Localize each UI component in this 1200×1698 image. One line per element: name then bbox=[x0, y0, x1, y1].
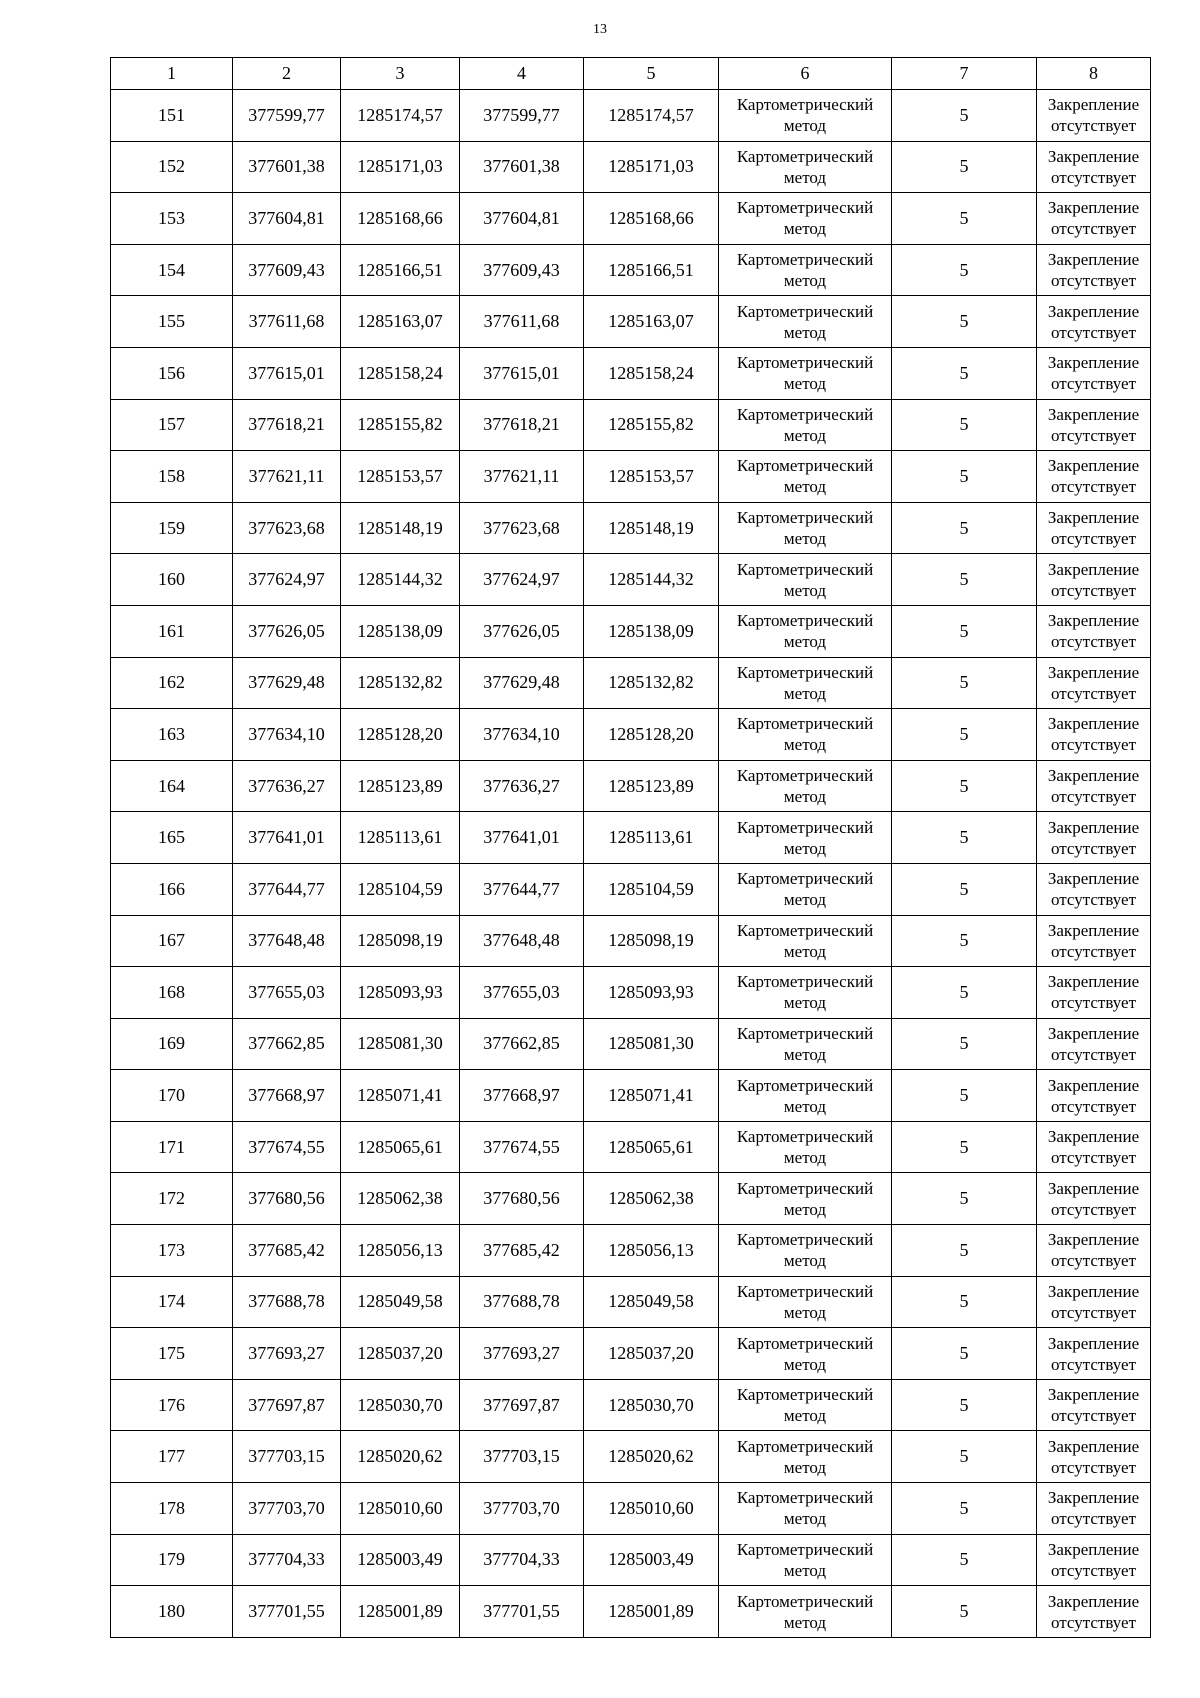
cell-y-coordinate-2: 1285171,03 bbox=[584, 141, 719, 193]
table-row bbox=[111, 399, 1151, 451]
cell-fixation: Закрепление отсутствует bbox=[1037, 863, 1151, 915]
cell-method: Картометрический метод bbox=[719, 193, 892, 245]
cell-fixation: Закрепление отсутствует bbox=[1037, 347, 1151, 399]
table-row bbox=[111, 90, 1151, 142]
cell-point-number: 179 bbox=[111, 1534, 233, 1586]
cell-y-coordinate-2: 1285155,82 bbox=[584, 399, 719, 451]
table-row bbox=[111, 451, 1151, 503]
col-header-2: 2 bbox=[233, 58, 341, 90]
cell-fixation: Закрепление отсутствует bbox=[1037, 451, 1151, 503]
cell-method: Картометрический метод bbox=[719, 812, 892, 864]
cell-y-coordinate-2: 1285123,89 bbox=[584, 760, 719, 812]
cell-y-coordinate: 1285030,70 bbox=[341, 1379, 460, 1431]
cell-accuracy: 5 bbox=[892, 1483, 1037, 1535]
table-row bbox=[111, 1121, 1151, 1173]
cell-accuracy: 5 bbox=[892, 657, 1037, 709]
cell-y-coordinate: 1285153,57 bbox=[341, 451, 460, 503]
cell-x-coordinate-2: 377648,48 bbox=[460, 915, 584, 967]
cell-y-coordinate-2: 1285104,59 bbox=[584, 863, 719, 915]
cell-x-coordinate-2: 377680,56 bbox=[460, 1173, 584, 1225]
cell-accuracy: 5 bbox=[892, 502, 1037, 554]
cell-y-coordinate: 1285148,19 bbox=[341, 502, 460, 554]
cell-y-coordinate: 1285163,07 bbox=[341, 296, 460, 348]
cell-x-coordinate-2: 377623,68 bbox=[460, 502, 584, 554]
cell-y-coordinate-2: 1285144,32 bbox=[584, 554, 719, 606]
cell-y-coordinate-2: 1285148,19 bbox=[584, 502, 719, 554]
cell-point-number: 152 bbox=[111, 141, 233, 193]
cell-accuracy: 5 bbox=[892, 605, 1037, 657]
cell-x-coordinate: 377615,01 bbox=[233, 347, 341, 399]
table-row bbox=[111, 812, 1151, 864]
cell-method: Картометрический метод bbox=[719, 296, 892, 348]
cell-y-coordinate: 1285081,30 bbox=[341, 1018, 460, 1070]
cell-x-coordinate-2: 377668,97 bbox=[460, 1070, 584, 1122]
cell-y-coordinate: 1285128,20 bbox=[341, 709, 460, 761]
cell-accuracy: 5 bbox=[892, 90, 1037, 142]
cell-x-coordinate: 377655,03 bbox=[233, 967, 341, 1019]
col-header-3: 3 bbox=[341, 58, 460, 90]
cell-fixation: Закрепление отсутствует bbox=[1037, 1483, 1151, 1535]
cell-accuracy: 5 bbox=[892, 451, 1037, 503]
cell-point-number: 167 bbox=[111, 915, 233, 967]
cell-method: Картометрический метод bbox=[719, 399, 892, 451]
cell-x-coordinate: 377703,15 bbox=[233, 1431, 341, 1483]
cell-method: Картометрический метод bbox=[719, 1328, 892, 1380]
cell-method: Картометрический метод bbox=[719, 347, 892, 399]
cell-accuracy: 5 bbox=[892, 1328, 1037, 1380]
cell-y-coordinate: 1285020,62 bbox=[341, 1431, 460, 1483]
cell-y-coordinate-2: 1285132,82 bbox=[584, 657, 719, 709]
page-number: 13 bbox=[593, 22, 607, 37]
cell-method: Картометрический метод bbox=[719, 554, 892, 606]
cell-method: Картометрический метод bbox=[719, 605, 892, 657]
cell-point-number: 171 bbox=[111, 1121, 233, 1173]
cell-y-coordinate: 1285158,24 bbox=[341, 347, 460, 399]
cell-method: Картометрический метод bbox=[719, 502, 892, 554]
cell-method: Картометрический метод bbox=[719, 1018, 892, 1070]
cell-fixation: Закрепление отсутствует bbox=[1037, 1276, 1151, 1328]
cell-y-coordinate-2: 1285163,07 bbox=[584, 296, 719, 348]
cell-x-coordinate-2: 377685,42 bbox=[460, 1225, 584, 1277]
cell-point-number: 170 bbox=[111, 1070, 233, 1122]
cell-point-number: 165 bbox=[111, 812, 233, 864]
table-row bbox=[111, 1534, 1151, 1586]
table-row bbox=[111, 1276, 1151, 1328]
cell-method: Картометрический метод bbox=[719, 1225, 892, 1277]
cell-x-coordinate: 377636,27 bbox=[233, 760, 341, 812]
cell-point-number: 175 bbox=[111, 1328, 233, 1380]
cell-method: Картометрический метод bbox=[719, 244, 892, 296]
cell-accuracy: 5 bbox=[892, 554, 1037, 606]
cell-x-coordinate: 377697,87 bbox=[233, 1379, 341, 1431]
cell-fixation: Закрепление отсутствует bbox=[1037, 90, 1151, 142]
cell-fixation: Закрепление отсутствует bbox=[1037, 554, 1151, 606]
cell-accuracy: 5 bbox=[892, 399, 1037, 451]
cell-accuracy: 5 bbox=[892, 1586, 1037, 1638]
cell-x-coordinate: 377623,68 bbox=[233, 502, 341, 554]
table-row bbox=[111, 863, 1151, 915]
cell-method: Картометрический метод bbox=[719, 863, 892, 915]
coordinates-table bbox=[110, 57, 1151, 1638]
cell-point-number: 153 bbox=[111, 193, 233, 245]
cell-accuracy: 5 bbox=[892, 193, 1037, 245]
cell-fixation: Закрепление отсутствует bbox=[1037, 967, 1151, 1019]
table-row bbox=[111, 1379, 1151, 1431]
cell-accuracy: 5 bbox=[892, 812, 1037, 864]
cell-x-coordinate-2: 377703,70 bbox=[460, 1483, 584, 1535]
cell-method: Картометрический метод bbox=[719, 1121, 892, 1173]
cell-method: Картометрический метод bbox=[719, 657, 892, 709]
cell-x-coordinate-2: 377611,68 bbox=[460, 296, 584, 348]
cell-y-coordinate: 1285144,32 bbox=[341, 554, 460, 606]
cell-y-coordinate-2: 1285037,20 bbox=[584, 1328, 719, 1380]
cell-y-coordinate-2: 1285065,61 bbox=[584, 1121, 719, 1173]
table-row bbox=[111, 1225, 1151, 1277]
cell-x-coordinate: 377601,38 bbox=[233, 141, 341, 193]
cell-point-number: 169 bbox=[111, 1018, 233, 1070]
cell-y-coordinate: 1285104,59 bbox=[341, 863, 460, 915]
cell-fixation: Закрепление отсутствует bbox=[1037, 244, 1151, 296]
cell-x-coordinate-2: 377693,27 bbox=[460, 1328, 584, 1380]
cell-x-coordinate-2: 377621,11 bbox=[460, 451, 584, 503]
cell-accuracy: 5 bbox=[892, 347, 1037, 399]
cell-point-number: 176 bbox=[111, 1379, 233, 1431]
cell-x-coordinate: 377626,05 bbox=[233, 605, 341, 657]
table-row bbox=[111, 657, 1151, 709]
cell-x-coordinate: 377688,78 bbox=[233, 1276, 341, 1328]
cell-x-coordinate-2: 377674,55 bbox=[460, 1121, 584, 1173]
cell-accuracy: 5 bbox=[892, 1534, 1037, 1586]
table-row bbox=[111, 554, 1151, 606]
cell-accuracy: 5 bbox=[892, 967, 1037, 1019]
cell-x-coordinate: 377611,68 bbox=[233, 296, 341, 348]
cell-x-coordinate-2: 377662,85 bbox=[460, 1018, 584, 1070]
cell-accuracy: 5 bbox=[892, 915, 1037, 967]
cell-accuracy: 5 bbox=[892, 760, 1037, 812]
cell-x-coordinate-2: 377624,97 bbox=[460, 554, 584, 606]
cell-accuracy: 5 bbox=[892, 1018, 1037, 1070]
col-header-4: 4 bbox=[460, 58, 584, 90]
cell-method: Картометрический метод bbox=[719, 1070, 892, 1122]
table-row bbox=[111, 605, 1151, 657]
cell-y-coordinate-2: 1285093,93 bbox=[584, 967, 719, 1019]
cell-fixation: Закрепление отсутствует bbox=[1037, 760, 1151, 812]
cell-fixation: Закрепление отсутствует bbox=[1037, 141, 1151, 193]
cell-x-coordinate-2: 377701,55 bbox=[460, 1586, 584, 1638]
cell-y-coordinate-2: 1285168,66 bbox=[584, 193, 719, 245]
cell-x-coordinate-2: 377703,15 bbox=[460, 1431, 584, 1483]
cell-x-coordinate-2: 377697,87 bbox=[460, 1379, 584, 1431]
cell-x-coordinate-2: 377634,10 bbox=[460, 709, 584, 761]
cell-accuracy: 5 bbox=[892, 1121, 1037, 1173]
col-header-5: 5 bbox=[584, 58, 719, 90]
cell-point-number: 166 bbox=[111, 863, 233, 915]
cell-x-coordinate-2: 377641,01 bbox=[460, 812, 584, 864]
table-row bbox=[111, 709, 1151, 761]
cell-y-coordinate: 1285056,13 bbox=[341, 1225, 460, 1277]
cell-point-number: 173 bbox=[111, 1225, 233, 1277]
cell-fixation: Закрепление отсутствует bbox=[1037, 915, 1151, 967]
cell-x-coordinate: 377704,33 bbox=[233, 1534, 341, 1586]
cell-x-coordinate-2: 377688,78 bbox=[460, 1276, 584, 1328]
cell-fixation: Закрепление отсутствует bbox=[1037, 812, 1151, 864]
cell-y-coordinate-2: 1285030,70 bbox=[584, 1379, 719, 1431]
table-row bbox=[111, 193, 1151, 245]
cell-point-number: 159 bbox=[111, 502, 233, 554]
cell-y-coordinate: 1285062,38 bbox=[341, 1173, 460, 1225]
cell-accuracy: 5 bbox=[892, 1225, 1037, 1277]
cell-x-coordinate: 377680,56 bbox=[233, 1173, 341, 1225]
cell-fixation: Закрепление отсутствует bbox=[1037, 1431, 1151, 1483]
cell-y-coordinate: 1285093,93 bbox=[341, 967, 460, 1019]
cell-method: Картометрический метод bbox=[719, 1379, 892, 1431]
cell-accuracy: 5 bbox=[892, 1276, 1037, 1328]
cell-fixation: Закрепление отсутствует bbox=[1037, 193, 1151, 245]
cell-x-coordinate-2: 377601,38 bbox=[460, 141, 584, 193]
cell-point-number: 172 bbox=[111, 1173, 233, 1225]
cell-point-number: 161 bbox=[111, 605, 233, 657]
cell-x-coordinate: 377644,77 bbox=[233, 863, 341, 915]
cell-x-coordinate: 377693,27 bbox=[233, 1328, 341, 1380]
cell-fixation: Закрепление отсутствует bbox=[1037, 657, 1151, 709]
cell-method: Картометрический метод bbox=[719, 90, 892, 142]
cell-point-number: 178 bbox=[111, 1483, 233, 1535]
cell-y-coordinate-2: 1285056,13 bbox=[584, 1225, 719, 1277]
table-row bbox=[111, 296, 1151, 348]
cell-y-coordinate-2: 1285166,51 bbox=[584, 244, 719, 296]
cell-point-number: 164 bbox=[111, 760, 233, 812]
cell-x-coordinate-2: 377618,21 bbox=[460, 399, 584, 451]
cell-y-coordinate: 1285174,57 bbox=[341, 90, 460, 142]
cell-y-coordinate-2: 1285174,57 bbox=[584, 90, 719, 142]
cell-method: Картометрический метод bbox=[719, 760, 892, 812]
cell-point-number: 162 bbox=[111, 657, 233, 709]
cell-y-coordinate-2: 1285128,20 bbox=[584, 709, 719, 761]
cell-y-coordinate: 1285037,20 bbox=[341, 1328, 460, 1380]
table-row bbox=[111, 1173, 1151, 1225]
cell-y-coordinate-2: 1285113,61 bbox=[584, 812, 719, 864]
table-row bbox=[111, 760, 1151, 812]
cell-fixation: Закрепление отсутствует bbox=[1037, 502, 1151, 554]
cell-x-coordinate-2: 377609,43 bbox=[460, 244, 584, 296]
cell-point-number: 177 bbox=[111, 1431, 233, 1483]
col-header-6: 6 bbox=[719, 58, 892, 90]
cell-fixation: Закрепление отсутствует bbox=[1037, 1586, 1151, 1638]
table-row bbox=[111, 244, 1151, 296]
cell-method: Картометрический метод bbox=[719, 1173, 892, 1225]
cell-y-coordinate: 1285001,89 bbox=[341, 1586, 460, 1638]
cell-fixation: Закрепление отсутствует bbox=[1037, 1121, 1151, 1173]
cell-x-coordinate-2: 377626,05 bbox=[460, 605, 584, 657]
cell-method: Картометрический метод bbox=[719, 451, 892, 503]
cell-y-coordinate: 1285003,49 bbox=[341, 1534, 460, 1586]
cell-y-coordinate: 1285171,03 bbox=[341, 141, 460, 193]
cell-method: Картометрический метод bbox=[719, 709, 892, 761]
table-body bbox=[111, 90, 1151, 1638]
table-row bbox=[111, 1483, 1151, 1535]
cell-point-number: 174 bbox=[111, 1276, 233, 1328]
cell-y-coordinate: 1285155,82 bbox=[341, 399, 460, 451]
cell-accuracy: 5 bbox=[892, 1379, 1037, 1431]
cell-x-coordinate: 377618,21 bbox=[233, 399, 341, 451]
table-row bbox=[111, 347, 1151, 399]
cell-y-coordinate-2: 1285003,49 bbox=[584, 1534, 719, 1586]
cell-y-coordinate: 1285065,61 bbox=[341, 1121, 460, 1173]
cell-x-coordinate-2: 377636,27 bbox=[460, 760, 584, 812]
cell-fixation: Закрепление отсутствует bbox=[1037, 605, 1151, 657]
cell-x-coordinate-2: 377644,77 bbox=[460, 863, 584, 915]
cell-x-coordinate: 377641,01 bbox=[233, 812, 341, 864]
table-row bbox=[111, 1586, 1151, 1638]
cell-y-coordinate-2: 1285062,38 bbox=[584, 1173, 719, 1225]
cell-method: Картометрический метод bbox=[719, 915, 892, 967]
cell-y-coordinate-2: 1285153,57 bbox=[584, 451, 719, 503]
cell-point-number: 154 bbox=[111, 244, 233, 296]
cell-y-coordinate-2: 1285049,58 bbox=[584, 1276, 719, 1328]
cell-method: Картометрический метод bbox=[719, 1276, 892, 1328]
cell-x-coordinate: 377624,97 bbox=[233, 554, 341, 606]
cell-y-coordinate: 1285098,19 bbox=[341, 915, 460, 967]
table-row bbox=[111, 141, 1151, 193]
cell-x-coordinate: 377621,11 bbox=[233, 451, 341, 503]
cell-accuracy: 5 bbox=[892, 1431, 1037, 1483]
col-header-7: 7 bbox=[892, 58, 1037, 90]
table-row bbox=[111, 1431, 1151, 1483]
cell-method: Картометрический метод bbox=[719, 1586, 892, 1638]
cell-method: Картометрический метод bbox=[719, 967, 892, 1019]
cell-y-coordinate-2: 1285010,60 bbox=[584, 1483, 719, 1535]
cell-y-coordinate-2: 1285001,89 bbox=[584, 1586, 719, 1638]
cell-x-coordinate: 377629,48 bbox=[233, 657, 341, 709]
cell-fixation: Закрепление отсутствует bbox=[1037, 399, 1151, 451]
cell-x-coordinate: 377674,55 bbox=[233, 1121, 341, 1173]
cell-fixation: Закрепление отсутствует bbox=[1037, 1534, 1151, 1586]
cell-method: Картометрический метод bbox=[719, 1483, 892, 1535]
cell-point-number: 155 bbox=[111, 296, 233, 348]
cell-accuracy: 5 bbox=[892, 141, 1037, 193]
cell-x-coordinate-2: 377629,48 bbox=[460, 657, 584, 709]
cell-accuracy: 5 bbox=[892, 709, 1037, 761]
table-row bbox=[111, 915, 1151, 967]
cell-fixation: Закрепление отсутствует bbox=[1037, 709, 1151, 761]
cell-fixation: Закрепление отсутствует bbox=[1037, 1173, 1151, 1225]
cell-x-coordinate: 377609,43 bbox=[233, 244, 341, 296]
cell-y-coordinate: 1285123,89 bbox=[341, 760, 460, 812]
cell-x-coordinate-2: 377655,03 bbox=[460, 967, 584, 1019]
cell-point-number: 160 bbox=[111, 554, 233, 606]
cell-point-number: 168 bbox=[111, 967, 233, 1019]
cell-point-number: 157 bbox=[111, 399, 233, 451]
cell-fixation: Закрепление отсутствует bbox=[1037, 1225, 1151, 1277]
cell-accuracy: 5 bbox=[892, 244, 1037, 296]
cell-method: Картометрический метод bbox=[719, 1431, 892, 1483]
cell-x-coordinate: 377648,48 bbox=[233, 915, 341, 967]
cell-y-coordinate: 1285166,51 bbox=[341, 244, 460, 296]
cell-x-coordinate: 377685,42 bbox=[233, 1225, 341, 1277]
cell-y-coordinate-2: 1285158,24 bbox=[584, 347, 719, 399]
cell-x-coordinate-2: 377615,01 bbox=[460, 347, 584, 399]
cell-y-coordinate: 1285049,58 bbox=[341, 1276, 460, 1328]
cell-x-coordinate-2: 377599,77 bbox=[460, 90, 584, 142]
cell-x-coordinate-2: 377704,33 bbox=[460, 1534, 584, 1586]
cell-y-coordinate-2: 1285098,19 bbox=[584, 915, 719, 967]
cell-y-coordinate-2: 1285071,41 bbox=[584, 1070, 719, 1122]
cell-fixation: Закрепление отсутствует bbox=[1037, 1328, 1151, 1380]
cell-point-number: 180 bbox=[111, 1586, 233, 1638]
cell-x-coordinate: 377668,97 bbox=[233, 1070, 341, 1122]
cell-x-coordinate: 377703,70 bbox=[233, 1483, 341, 1535]
cell-y-coordinate-2: 1285020,62 bbox=[584, 1431, 719, 1483]
cell-x-coordinate: 377604,81 bbox=[233, 193, 341, 245]
cell-y-coordinate: 1285138,09 bbox=[341, 605, 460, 657]
cell-y-coordinate: 1285168,66 bbox=[341, 193, 460, 245]
cell-y-coordinate: 1285132,82 bbox=[341, 657, 460, 709]
header-row bbox=[111, 58, 1151, 90]
cell-point-number: 151 bbox=[111, 90, 233, 142]
cell-point-number: 163 bbox=[111, 709, 233, 761]
cell-x-coordinate: 377701,55 bbox=[233, 1586, 341, 1638]
cell-point-number: 156 bbox=[111, 347, 233, 399]
cell-accuracy: 5 bbox=[892, 1173, 1037, 1225]
table-row bbox=[111, 1328, 1151, 1380]
cell-method: Картометрический метод bbox=[719, 1534, 892, 1586]
cell-y-coordinate: 1285010,60 bbox=[341, 1483, 460, 1535]
table-row bbox=[111, 1070, 1151, 1122]
table-row bbox=[111, 502, 1151, 554]
cell-x-coordinate-2: 377604,81 bbox=[460, 193, 584, 245]
col-header-8: 8 bbox=[1037, 58, 1151, 90]
cell-x-coordinate: 377599,77 bbox=[233, 90, 341, 142]
cell-y-coordinate: 1285071,41 bbox=[341, 1070, 460, 1122]
col-header-1: 1 bbox=[111, 58, 233, 90]
cell-x-coordinate: 377634,10 bbox=[233, 709, 341, 761]
cell-accuracy: 5 bbox=[892, 296, 1037, 348]
cell-fixation: Закрепление отсутствует bbox=[1037, 1070, 1151, 1122]
cell-y-coordinate: 1285113,61 bbox=[341, 812, 460, 864]
cell-y-coordinate-2: 1285081,30 bbox=[584, 1018, 719, 1070]
table-row bbox=[111, 1018, 1151, 1070]
cell-x-coordinate: 377662,85 bbox=[233, 1018, 341, 1070]
cell-fixation: Закрепление отсутствует bbox=[1037, 1018, 1151, 1070]
table-row bbox=[111, 967, 1151, 1019]
cell-accuracy: 5 bbox=[892, 1070, 1037, 1122]
cell-point-number: 158 bbox=[111, 451, 233, 503]
cell-fixation: Закрепление отсутствует bbox=[1037, 296, 1151, 348]
cell-fixation: Закрепление отсутствует bbox=[1037, 1379, 1151, 1431]
cell-method: Картометрический метод bbox=[719, 141, 892, 193]
cell-accuracy: 5 bbox=[892, 863, 1037, 915]
cell-y-coordinate-2: 1285138,09 bbox=[584, 605, 719, 657]
